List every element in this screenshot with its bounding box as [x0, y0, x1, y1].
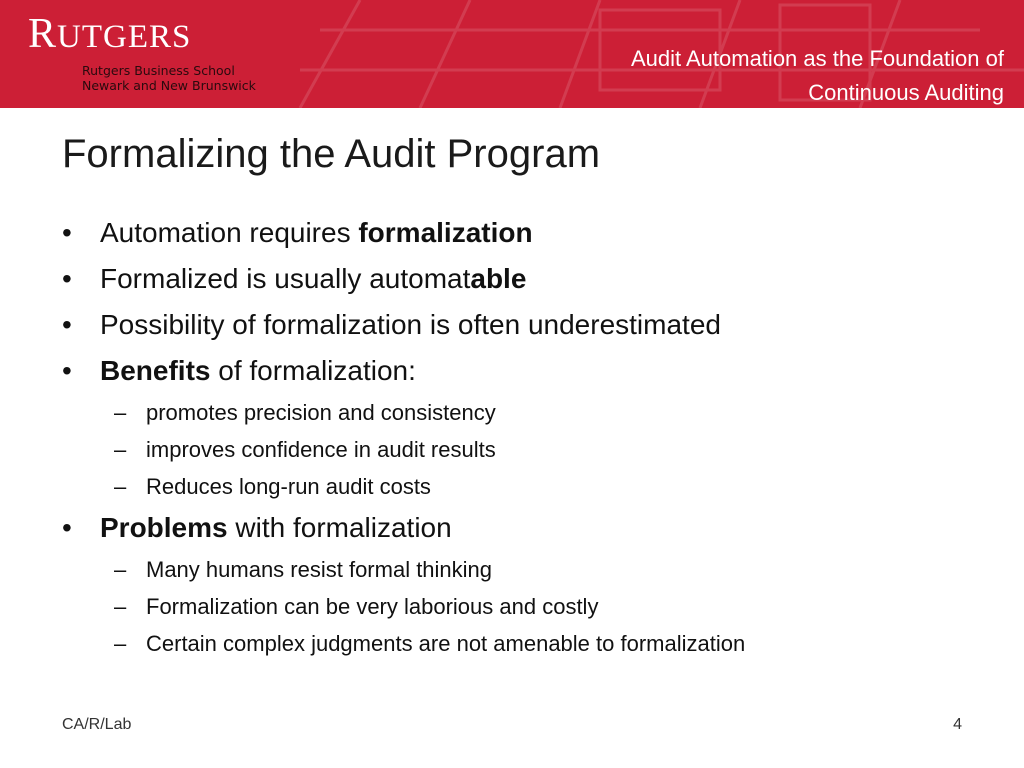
sub-bullet-item: – improves confidence in audit results	[62, 431, 1002, 468]
bullet-marker: •	[62, 217, 72, 248]
bullet-item: • Benefits of formalization:	[62, 348, 1002, 394]
sub-bullet-item: – Many humans resist formal thinking	[62, 551, 1002, 588]
logo-wordmark: RUTGERS	[28, 11, 192, 57]
bullet-marker: •	[62, 309, 72, 340]
footer-label: CA/R/Lab	[62, 716, 132, 733]
bullet-marker: •	[62, 512, 72, 543]
sub-bullet-item: – promotes precision and consistency	[62, 394, 1002, 431]
page-number: 4	[953, 716, 962, 733]
sub-bullet-item: – Reduces long-run audit costs	[62, 468, 1002, 505]
sub-bullet-marker: –	[114, 437, 127, 462]
logo-subtitle	[82, 63, 256, 93]
sub-bullet-marker: –	[114, 594, 127, 619]
header-banner	[0, 0, 1024, 108]
presentation-title	[484, 42, 1004, 108]
bullet-item: • Problems with formalization	[62, 505, 1002, 551]
slide-title: Formalizing the Audit Program	[62, 132, 601, 176]
rutgers-logo	[28, 10, 256, 93]
presentation-title-line2: Continuous Auditing	[808, 80, 1004, 105]
sub-bullet-marker: –	[114, 631, 127, 656]
logo-subtitle-line2: Newark and New Brunswick	[82, 78, 256, 93]
bullet-item: • Automation requires formalization	[62, 210, 1002, 256]
bullet-list	[62, 210, 1002, 662]
bullet-item: • Formalized is usually automatable	[62, 256, 1002, 302]
presentation-title-line1: Audit Automation as the Foundation of	[630, 46, 1004, 71]
sub-bullet-item: – Formalization can be very laborious and costly	[62, 588, 1002, 625]
sub-bullet-marker: –	[114, 474, 127, 499]
bullet-item: • Possibility of formalization is often underestimated	[62, 302, 1002, 348]
logo-subtitle-line1: Rutgers Business School	[82, 63, 235, 78]
bullet-marker: •	[62, 355, 72, 386]
sub-bullet-marker: –	[114, 557, 127, 582]
sub-bullet-marker: –	[114, 400, 127, 425]
bullet-marker: •	[62, 263, 72, 294]
sub-bullet-item: – Certain complex judgments are not amenable to formalization	[62, 625, 1002, 662]
